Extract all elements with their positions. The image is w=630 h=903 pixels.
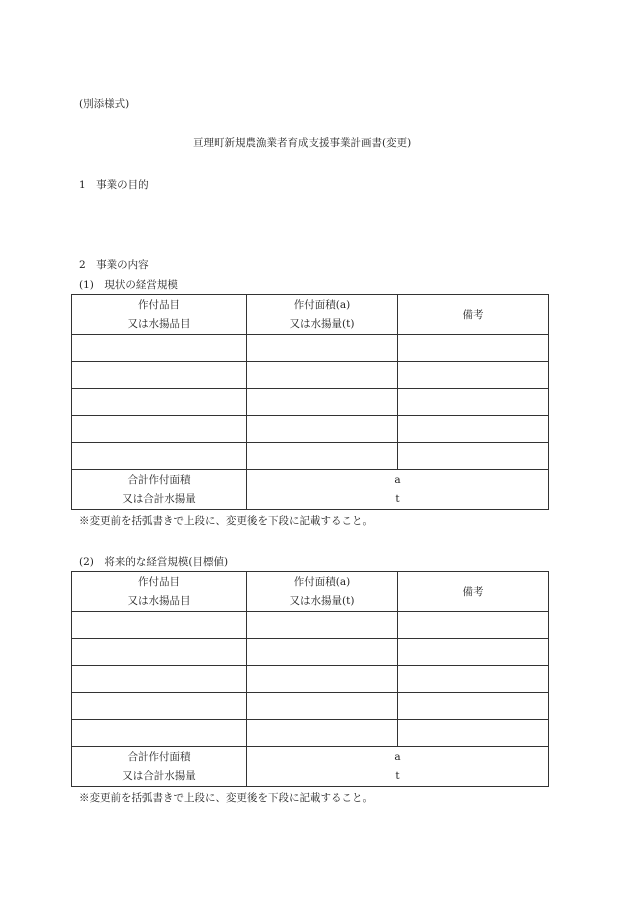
crop-cell[interactable] [72, 416, 247, 443]
remarks-cell[interactable] [398, 666, 549, 693]
current-scale-table [71, 294, 549, 510]
table-row [72, 693, 549, 720]
remarks-cell[interactable] [398, 362, 549, 389]
remarks-cell[interactable] [398, 612, 549, 639]
area-cell[interactable] [247, 416, 398, 443]
form-label: (別添様式) [79, 98, 130, 110]
area-cell[interactable] [247, 389, 398, 416]
table-row [72, 416, 549, 443]
remarks-cell[interactable] [398, 335, 549, 362]
total-value-cell[interactable]: a t [247, 470, 549, 510]
header-remarks: 備考 [398, 572, 549, 612]
header-remarks: 備考 [398, 295, 549, 335]
remarks-cell[interactable] [398, 389, 549, 416]
table-header-row [72, 572, 549, 612]
crop-cell[interactable] [72, 362, 247, 389]
area-cell[interactable] [247, 362, 398, 389]
total-label: 合計作付面積 又は合計水揚量 [72, 470, 247, 510]
area-cell[interactable] [247, 639, 398, 666]
table-row [72, 639, 549, 666]
remarks-cell[interactable] [398, 416, 549, 443]
note-text: ※変更前を括弧書きで上段に、変更後を下段に記載すること。 [79, 792, 373, 804]
table-row [72, 335, 549, 362]
remarks-cell[interactable] [398, 720, 549, 747]
area-cell[interactable] [247, 443, 398, 470]
table-row [72, 612, 549, 639]
section-content-heading: 2 事業の内容 [79, 259, 149, 271]
table-row [72, 362, 549, 389]
area-cell[interactable] [247, 720, 398, 747]
header-crop-item: 作付品目 又は水揚品目 [72, 572, 247, 612]
crop-cell[interactable] [72, 389, 247, 416]
table-row [72, 443, 549, 470]
area-cell[interactable] [247, 612, 398, 639]
total-row [72, 747, 549, 787]
crop-cell[interactable] [72, 612, 247, 639]
section-purpose-heading: 1 事業の目的 [79, 179, 149, 191]
remarks-cell[interactable] [398, 639, 549, 666]
note-text: ※変更前を括弧書きで上段に、変更後を下段に記載すること。 [79, 515, 373, 527]
header-area-amount: 作付面積(a) 又は水揚量(t) [247, 295, 398, 335]
total-label: 合計作付面積 又は合計水揚量 [72, 747, 247, 787]
table-row [72, 666, 549, 693]
crop-cell[interactable] [72, 639, 247, 666]
crop-cell[interactable] [72, 720, 247, 747]
area-cell[interactable] [247, 693, 398, 720]
header-area-amount: 作付面積(a) 又は水揚量(t) [247, 572, 398, 612]
current-scale-heading: (1) 現状の経営規模 [79, 279, 178, 291]
header-crop-item: 作付品目 又は水揚品目 [72, 295, 247, 335]
crop-cell[interactable] [72, 666, 247, 693]
remarks-cell[interactable] [398, 443, 549, 470]
page-title: 亘理町新規農漁業者育成支援事業計画書(変更) [193, 137, 412, 149]
total-value-cell[interactable]: a t [247, 747, 549, 787]
table-header-row [72, 295, 549, 335]
future-scale-table [71, 571, 549, 787]
crop-cell[interactable] [72, 443, 247, 470]
area-cell[interactable] [247, 335, 398, 362]
total-row [72, 470, 549, 510]
remarks-cell[interactable] [398, 693, 549, 720]
crop-cell[interactable] [72, 335, 247, 362]
area-cell[interactable] [247, 666, 398, 693]
crop-cell[interactable] [72, 693, 247, 720]
future-scale-heading: (2) 将来的な経営規模(目標値) [79, 556, 229, 568]
table-row [72, 720, 549, 747]
table-row [72, 389, 549, 416]
